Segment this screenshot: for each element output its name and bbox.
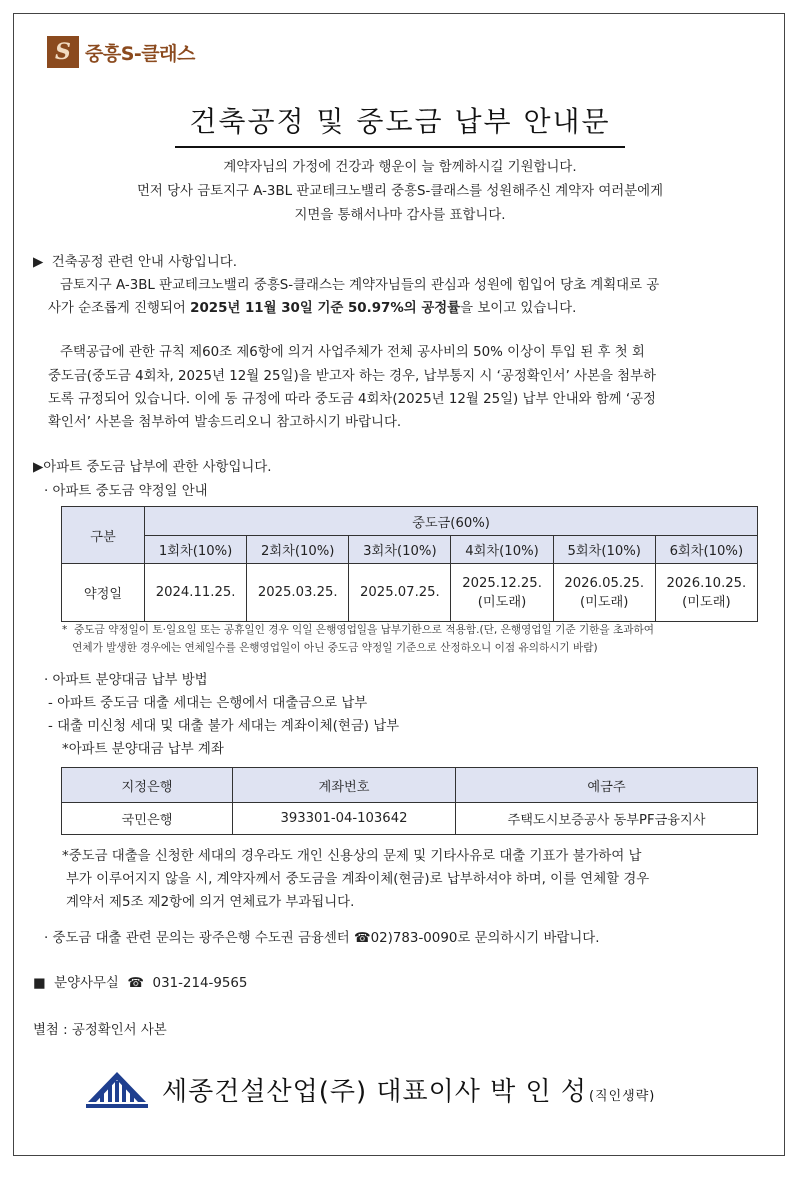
date-cell bbox=[349, 564, 451, 622]
column-header: 4회차(10%) bbox=[451, 536, 553, 564]
column-header: 3회차(10%) bbox=[349, 536, 451, 564]
warning-line-1: *중도금 대출을 신청한 세대의 경우라도 개인 신용상의 문제 및 기타사유로 대출 기표가 불가하여 납 bbox=[62, 849, 642, 864]
section1-text-end: 을 보이고 있습니다. bbox=[460, 301, 577, 316]
schedule-note-line-1: * 중도금 약정일이 토·일요일 또는 공휴일인 경우 익일 은행영업일을 납부기한으로 적용함.(단, 은행영업일 기준 기한을 초과하여 bbox=[62, 624, 654, 636]
table-corner-header: 구분 bbox=[62, 507, 145, 564]
row-label: 약정일 bbox=[62, 564, 145, 622]
section1-p1-line2 bbox=[48, 298, 576, 320]
payment-method-heading: · 아파트 분양대금 납부 방법 bbox=[44, 673, 208, 688]
table-row bbox=[62, 803, 758, 835]
greeting-line-2: 먼저 당사 금토지구 A-3BL 판교테크노밸리 중흥S-클래스를 성원해주신 계약자 여러분에게 bbox=[136, 184, 664, 199]
account-holder-header: 예금주 bbox=[456, 768, 758, 803]
bank-header: 지정은행 bbox=[62, 768, 233, 803]
document-title: 건축공정 및 중도금 납부 안내문 bbox=[175, 100, 624, 148]
column-header: 1회차(10%) bbox=[145, 536, 247, 564]
date-value: 2025.03.25. bbox=[257, 585, 338, 600]
date-value: 2026.05.25. bbox=[564, 575, 645, 591]
date-cell bbox=[553, 564, 655, 622]
column-header: 2회차(10%) bbox=[247, 536, 349, 564]
account-title: *아파트 분양대금 납부 계좌 bbox=[62, 742, 224, 757]
brand-name: 중흥S-클래스 bbox=[85, 42, 195, 65]
sales-office-contact: ■ 분양사무실 ☎ 031-214-9565 bbox=[33, 976, 248, 991]
company-signature bbox=[162, 1071, 655, 1108]
date-cell bbox=[451, 564, 553, 622]
seal-omitted-note: (직인생략) bbox=[588, 1089, 656, 1104]
date-value: 2025.12.25. bbox=[462, 575, 542, 591]
document-title-wrap bbox=[0, 100, 800, 148]
future-status: (미도래) bbox=[477, 594, 527, 610]
attachment-note: 별첨 : 공정확인서 사본 bbox=[33, 1023, 167, 1038]
bank-name: 국민은행 bbox=[62, 803, 233, 835]
account-number: 393301-04-103642 bbox=[233, 803, 456, 835]
schedule-subheading: · 아파트 중도금 약정일 안내 bbox=[44, 484, 208, 499]
date-cell bbox=[655, 564, 757, 622]
payment-method-2: - 대출 미신청 세대 및 대출 불가 세대는 계좌이체(현금) 납부 bbox=[48, 719, 400, 734]
date-cell bbox=[247, 564, 349, 622]
future-status: (미도래) bbox=[682, 594, 731, 610]
brand-emblem-icon bbox=[47, 36, 79, 68]
section1-p2-line4: 확인서’ 사본을 첨부하여 발송드리오니 참고하시기 바랍니다. bbox=[48, 415, 402, 430]
section1-p2-line1: 주택공급에 관한 규칙 제60조 제6항에 의거 사업주체가 전체 공사비의 50% 이상이 투입 된 후 첫 회 bbox=[60, 345, 645, 360]
warning-line-3: 계약서 제5조 제2항에 의거 연체료가 부과됩니다. bbox=[66, 895, 355, 910]
company-logo-icon bbox=[86, 1068, 148, 1108]
schedule-table bbox=[61, 506, 758, 622]
account-number-header: 계좌번호 bbox=[233, 768, 456, 803]
column-header: 5회차(10%) bbox=[553, 536, 655, 564]
date-value: 2024.11.25. bbox=[155, 585, 236, 600]
table-row bbox=[62, 564, 758, 622]
warning-line-2: 부가 이루어지지 않을 시, 계약자께서 중도금을 계좌이체(현금)로 납부하셔야 하며, 이를 연체할 경우 bbox=[66, 872, 650, 887]
greeting-line-1: 계약자님의 가정에 건강과 행운이 늘 함께하시길 기원합니다. bbox=[223, 160, 577, 175]
account-table bbox=[61, 767, 758, 835]
future-status: (미도래) bbox=[579, 594, 629, 610]
section1-p2-line3: 도록 규정되어 있습니다. 이에 동 규정에 따라 중도금 4회차(2025년 12월 25일) 납부 안내와 함께 ‘공정 bbox=[48, 392, 656, 407]
account-holder: 주택도시보증공사 동부PF금융지사 bbox=[456, 803, 758, 835]
schedule-note-line-2: 연체가 발생한 경우에는 연체일수를 은행영업일이 아닌 중도금 약정일 기준으로 산정하오니 이점 유의하시기 바람) bbox=[62, 642, 598, 654]
loan-inquiry: · 중도금 대출 관련 문의는 광주은행 수도권 금융센터 ☎02)783-0090로 문의하시기 바랍니다. bbox=[44, 931, 600, 946]
table-group-header: 중도금(60%) bbox=[145, 507, 758, 536]
company-name: 세종건설산업(주) 대표이사 박 인 성 bbox=[162, 1077, 587, 1107]
section1-text: 사가 순조롭게 진행되어 bbox=[48, 301, 191, 316]
signature-block bbox=[86, 1068, 655, 1108]
date-value: 2026.10.25. bbox=[666, 575, 747, 591]
section1-heading: ▶ 건축공정 관련 안내 사항입니다. bbox=[33, 255, 237, 270]
progress-rate-text: 2025년 11월 30일 기준 50.97%의 공정률 bbox=[190, 301, 461, 316]
date-value: 2025.07.25. bbox=[360, 585, 440, 600]
section1-p1-line1: 금토지구 A-3BL 판교테크노밸리 중흥S-클래스는 계약자님들의 관심과 성원에 힘입어 당초 계획대로 공 bbox=[60, 278, 660, 293]
brand-logo bbox=[47, 36, 195, 68]
column-header: 6회차(10%) bbox=[655, 536, 757, 564]
section2-heading: ▶아파트 중도금 납부에 관한 사항입니다. bbox=[33, 460, 272, 475]
date-cell bbox=[145, 564, 247, 622]
greeting-line-3: 지면을 통해서나마 감사를 표합니다. bbox=[294, 208, 506, 223]
payment-method-1: - 아파트 중도금 대출 세대는 은행에서 대출금으로 납부 bbox=[48, 696, 368, 711]
section1-p2-line2: 중도금(중도금 4회차, 2025년 12월 25일)을 받고자 하는 경우, 납부통지 시 ‘공정확인서’ 사본을 첨부하 bbox=[48, 369, 656, 384]
